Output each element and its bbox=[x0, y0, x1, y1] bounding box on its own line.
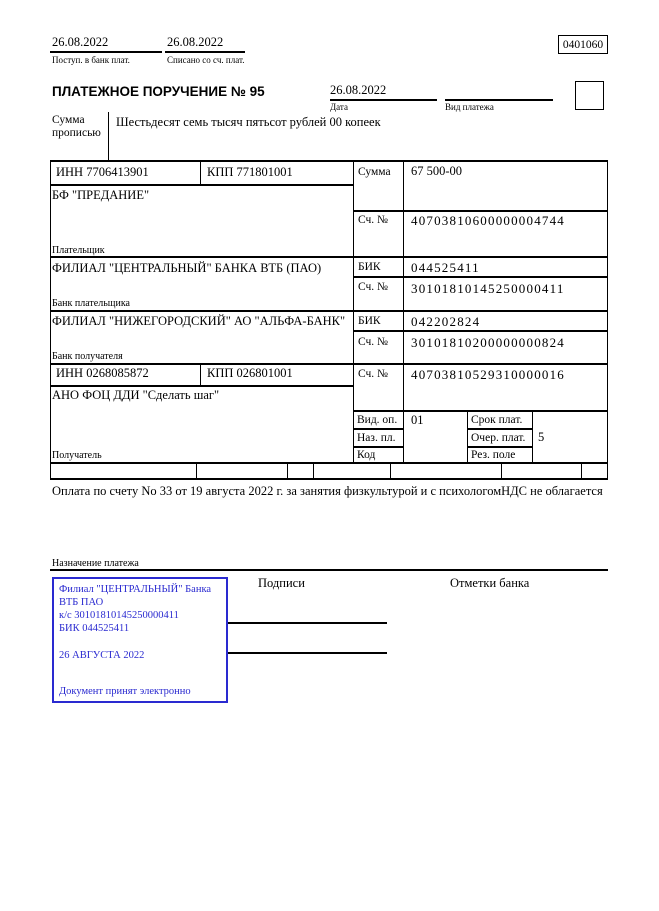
document-title: ПЛАТЕЖНОЕ ПОРУЧЕНИЕ № 95 bbox=[52, 84, 265, 99]
payer-inn: ИНН 7706413901 bbox=[56, 165, 149, 179]
stamp-corr-account: к/с 30101810145250000411 bbox=[59, 610, 179, 622]
signature-line-2 bbox=[228, 652, 387, 654]
purpose-bottom-rule bbox=[50, 569, 608, 571]
payee-inn-kpp-divider bbox=[200, 363, 201, 385]
payer-bank-name: ФИЛИАЛ "ЦЕНТРАЛЬНЫЙ" БАНКА ВТБ (ПАО) bbox=[52, 261, 322, 275]
payee-bank-bik-label: БИК bbox=[358, 315, 381, 327]
payment-type-underline bbox=[445, 99, 553, 101]
payment-type-label: Вид платежа bbox=[445, 102, 494, 112]
payer-bank-bottom-rule bbox=[50, 310, 608, 312]
payment-purpose-label: Назначение платежа bbox=[52, 558, 139, 569]
amount-words-label: Сумма прописью bbox=[52, 114, 101, 139]
tax-cell-divider-6 bbox=[581, 462, 582, 478]
payee-bank-name: ФИЛИАЛ "НИЖЕГОРОДСКИЙ" АО "АЛЬФА-БАНК" bbox=[52, 314, 346, 328]
purpose-code-label: Наз. пл. bbox=[357, 432, 396, 444]
payer-account: 40703810600000004744 bbox=[411, 213, 565, 228]
table-bottom-rule bbox=[50, 462, 608, 464]
stamp-note: Документ принят электронно bbox=[59, 685, 191, 697]
label-value-divider bbox=[403, 160, 404, 462]
inn-row-bottom-rule bbox=[50, 184, 353, 186]
payee-inn-row-bottom-rule bbox=[50, 385, 353, 387]
payer-bank-account: 30101810145250000411 bbox=[411, 281, 565, 296]
payer-bottom-rule bbox=[50, 256, 608, 258]
bank-stamp bbox=[52, 577, 228, 703]
op-type-label: Вид. оп. bbox=[357, 414, 398, 426]
payee-inn: ИНН 0268085872 bbox=[56, 366, 149, 380]
payer-account-label: Сч. № bbox=[358, 214, 389, 226]
bik1-cell-bottom-rule bbox=[353, 276, 608, 278]
payer-label: Плательщик bbox=[52, 245, 105, 256]
signatures-label: Подписи bbox=[258, 576, 305, 590]
payee-account-label: Сч. № bbox=[358, 368, 389, 380]
table-left-rule bbox=[50, 160, 51, 478]
op-section-top-rule bbox=[353, 410, 608, 412]
payee-label: Получатель bbox=[52, 450, 102, 461]
stamp-bik: БИК 044525411 bbox=[59, 623, 130, 635]
form-code-box bbox=[558, 35, 608, 54]
payee-bank-bik: 042202824 bbox=[411, 314, 481, 329]
debited-date-label: Списано со сч. плат. bbox=[167, 55, 245, 65]
tax-cell-divider-2 bbox=[287, 462, 288, 478]
op-label2-right-divider bbox=[532, 410, 533, 462]
signature-line-1 bbox=[228, 622, 387, 624]
stamp-bank-name-line1: Филиал "ЦЕНТРАЛЬНЫЙ" Банка bbox=[59, 584, 212, 595]
code-label: Код bbox=[357, 449, 376, 461]
document-date-label: Дата bbox=[330, 102, 348, 112]
payer-bank-bik: 044525411 bbox=[411, 260, 480, 275]
priority-label: Очер. плат. bbox=[471, 432, 526, 444]
payer-inn-kpp-divider bbox=[200, 160, 201, 184]
payer-name: БФ "ПРЕДАНИЕ" bbox=[52, 188, 150, 202]
op-type-value: 01 bbox=[411, 413, 424, 427]
payee-bank-label: Банк получателя bbox=[52, 351, 123, 362]
bik2-cell-bottom-rule bbox=[353, 330, 608, 332]
op-row-divider-right-2 bbox=[467, 446, 533, 448]
received-date-underline bbox=[50, 51, 162, 53]
tax-cell-divider-5 bbox=[501, 462, 502, 478]
tax-cell-divider-1 bbox=[196, 462, 197, 478]
payee-kpp: КПП 026801001 bbox=[207, 366, 293, 380]
stamp-date: 26 АВГУСТА 2022 bbox=[59, 649, 145, 661]
bank-marks-label: Отметки банка bbox=[450, 576, 530, 590]
payer-bank-bik-label: БИК bbox=[358, 261, 381, 273]
form-code: 0401060 bbox=[562, 38, 604, 51]
op-label2-left-divider bbox=[467, 410, 468, 462]
payee-bank-account-label: Сч. № bbox=[358, 336, 389, 348]
document-date-value: 26.08.2022 bbox=[330, 83, 387, 97]
table-top-rule bbox=[50, 160, 608, 162]
amount-value: 67 500-00 bbox=[411, 164, 463, 178]
document-date-underline bbox=[330, 99, 437, 101]
op-row-divider-left-1 bbox=[353, 428, 404, 430]
tax-row-bottom-rule bbox=[50, 478, 608, 480]
debited-date-value: 26.08.2022 bbox=[167, 35, 224, 49]
payee-account: 40703810529310000016 bbox=[411, 367, 565, 382]
payer-kpp: КПП 771801001 bbox=[207, 165, 293, 179]
stamp-bank-name-line2: ВТБ ПАО bbox=[59, 597, 104, 609]
amount-label: Сумма bbox=[358, 166, 391, 178]
received-date-value: 26.08.2022 bbox=[52, 35, 109, 49]
payment-purpose-text: Оплата по счету No 33 от 19 августа 2022 г. за занятия физкультурой и с психологомНДС не облагается bbox=[52, 484, 603, 498]
payer-bank-label: Банк плательщика bbox=[52, 298, 130, 309]
amount-words-divider bbox=[108, 112, 109, 160]
tax-cell-divider-3 bbox=[313, 462, 314, 478]
payee-bank-bottom-rule bbox=[50, 363, 608, 365]
amount-cell-bottom-rule bbox=[353, 210, 608, 212]
amount-words-value: Шестьдесят семь тысяч пятьсот рублей 00 копеек bbox=[116, 115, 381, 129]
payer-bank-account-label: Сч. № bbox=[358, 281, 389, 293]
table-right-rule bbox=[607, 160, 608, 478]
payer-status-box bbox=[575, 81, 604, 110]
reserve-field-label: Рез. поле bbox=[471, 449, 516, 461]
priority-value: 5 bbox=[538, 430, 545, 444]
due-date-label: Срок плат. bbox=[471, 414, 523, 426]
op-row-divider-left-2 bbox=[353, 446, 404, 448]
received-date-label: Поступ. в банк плат. bbox=[52, 55, 130, 65]
payee-name: АНО ФОЦ ДДИ "Сделать шаг" bbox=[52, 388, 220, 402]
debited-date-underline bbox=[165, 51, 245, 53]
table-center-divider bbox=[353, 160, 354, 462]
op-row-divider-right-1 bbox=[467, 428, 533, 430]
tax-cell-divider-4 bbox=[390, 462, 391, 478]
payee-bank-account: 30101810200000000824 bbox=[411, 335, 565, 350]
